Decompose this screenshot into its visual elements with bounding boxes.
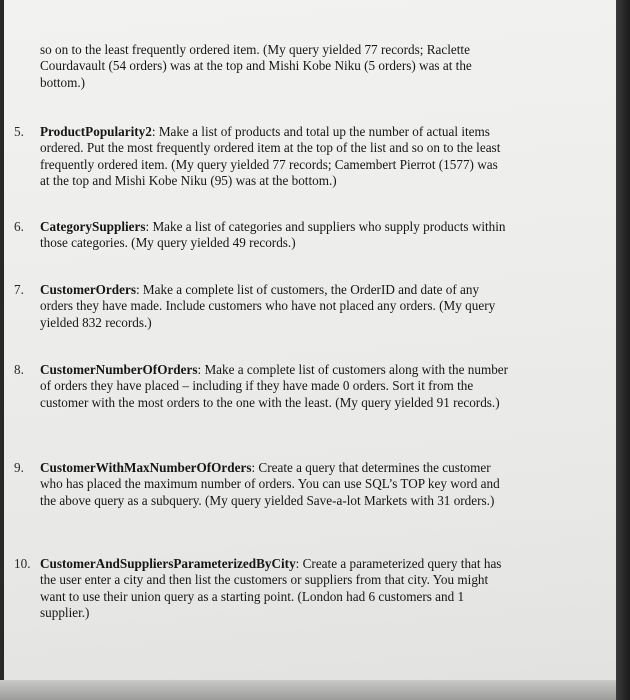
item-description: : Create a parameterized query that has the user enter a city and then list the customers or suppliers from that city. You might want to use their union query as a starting point. (London had 6 customers and 1 supplier.) <box>40 556 502 620</box>
item-text <box>40 282 510 331</box>
item-term: CustomerAndSuppliersParameterizedByCity <box>40 556 296 571</box>
item-number: 10. <box>14 556 31 571</box>
item-number: 7. <box>14 282 24 297</box>
item-description: : Make a list of products and total up the number of actual items ordered. Put the most frequently ordered item at the top of the list and so on to the least frequently ordered item. (My query yielded 77 records; Camembert Pierrot (1577) was at the top and Mishi Kobe Niku (95) was at the bottom.) <box>40 124 501 188</box>
dark-edge <box>616 0 630 700</box>
item-text <box>40 362 510 411</box>
item-description: : Make a complete list of customers along with the number of orders they have placed – including if they have made 0 orders. Sort it from the customer with the most orders to the one with the least. (My query yielded 91 records.) <box>40 362 509 410</box>
item-term: CategorySuppliers <box>40 219 146 234</box>
item-text <box>40 556 510 621</box>
item-term: CustomerWithMaxNumberOfOrders <box>40 460 252 475</box>
item-description: : Make a complete list of customers, the OrderID and date of any orders they have made. Include customers who have not placed any orders. (My query yielded 832 records.) <box>40 282 496 330</box>
item-term: CustomerOrders <box>40 282 136 297</box>
item-text <box>40 124 510 189</box>
document-body <box>4 0 616 680</box>
item-number: 8. <box>14 362 24 377</box>
item-description: : Make a list of categories and suppliers who supply products within those categories. (My query yielded 49 records.) <box>40 219 506 251</box>
paper-bottom-edge <box>0 680 630 700</box>
item-term: ProductPopularity2 <box>40 124 152 139</box>
paper-sheet <box>4 0 616 680</box>
item-term: CustomerNumberOfOrders <box>40 362 198 377</box>
item-number: 9. <box>14 460 24 475</box>
intro-paragraph: so on to the least frequently ordered item. (My query yielded 77 records; Raclette Courdavault (54 orders) was at the top and Mishi Kobe Niku (5 orders) was at the bottom.) <box>40 42 472 90</box>
item-text <box>40 460 510 509</box>
item-number: 5. <box>14 124 24 139</box>
item-description: : Create a query that determines the customer who has placed the maximum number of orders. You can use SQL’s TOP key word and the above query as a subquery. (My query yielded Save-a-lot Markets with 31 orders.) <box>40 460 500 508</box>
item-text <box>40 219 510 252</box>
item-number: 6. <box>14 219 24 234</box>
